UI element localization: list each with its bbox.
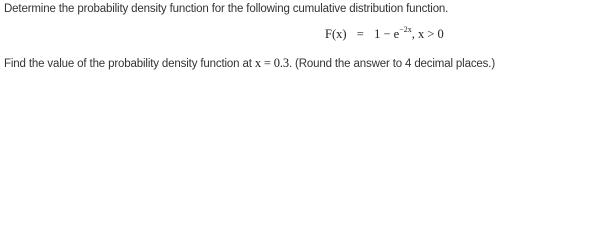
instruction-before: Find the value of the probability density function at xyxy=(4,58,252,70)
instruction-after: . (Round the answer to 4 decimal places.) xyxy=(288,58,496,70)
cdf-formula xyxy=(325,24,444,42)
formula-condition: , x > 0 xyxy=(411,27,444,41)
formula-exponent: −2x xyxy=(399,24,412,34)
question-instruction xyxy=(4,56,495,71)
formula-lhs: F(x) xyxy=(325,27,347,41)
formula-equals: = xyxy=(356,27,364,41)
formula-rhs-base: 1 − e xyxy=(374,27,400,41)
instruction-math: x = 0.3 xyxy=(254,56,289,70)
question-prompt: Determine the probability density function for the following cumulative distribution function. xyxy=(4,3,449,15)
